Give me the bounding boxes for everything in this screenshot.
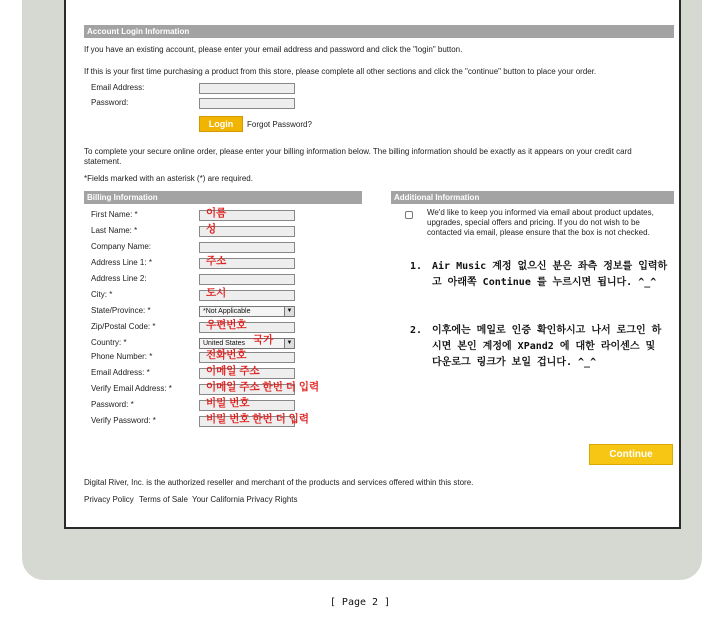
country-label: Country: * bbox=[91, 338, 127, 347]
state-label: State/Province: * bbox=[91, 306, 151, 315]
address1-label: Address Line 1: * bbox=[91, 258, 152, 267]
email-optin-checkbox[interactable] bbox=[405, 211, 413, 219]
city-annotation: 도시 bbox=[206, 287, 227, 299]
password-label: Password: * bbox=[91, 400, 134, 409]
phone-annotation: 전화번호 bbox=[206, 349, 247, 361]
company-name-label: Company Name: bbox=[91, 242, 152, 251]
email-label: Email Address: * bbox=[91, 368, 150, 377]
additional-header: Additional Information bbox=[391, 191, 674, 204]
first-name-annotation: 이름 bbox=[206, 207, 227, 219]
account-login-header: Account Login Information bbox=[84, 25, 674, 38]
california-privacy-link[interactable]: Your California Privacy Rights bbox=[192, 495, 298, 504]
verify-email-annotation: 이메일 주소 한번 더 입력 bbox=[206, 381, 320, 393]
country-annotation: 국가 bbox=[253, 334, 274, 346]
phone-label: Phone Number: * bbox=[91, 352, 153, 361]
zip-annotation: 우편번호 bbox=[206, 319, 247, 331]
continue-button[interactable]: Continue bbox=[589, 444, 673, 465]
billing-header: Billing Information bbox=[84, 191, 362, 204]
address2-input[interactable] bbox=[199, 274, 295, 285]
country-select[interactable] bbox=[199, 338, 295, 349]
country-select-value: United States bbox=[203, 340, 246, 347]
state-select-value: *Not Applicable bbox=[203, 308, 251, 315]
last-name-annotation: 성 bbox=[206, 223, 217, 235]
login-button[interactable]: Login bbox=[199, 116, 243, 132]
checkout-form-screenshot bbox=[64, 0, 681, 529]
terms-of-sale-link[interactable]: Terms of Sale bbox=[139, 495, 188, 504]
chevron-down-icon: ▼ bbox=[284, 307, 294, 316]
address2-label: Address Line 2: bbox=[91, 274, 147, 283]
login-password-input[interactable] bbox=[199, 98, 295, 109]
login-email-input[interactable] bbox=[199, 83, 295, 94]
reseller-text: Digital River, Inc. is the authorized reseller and merchant of the products and services offered within this store. bbox=[84, 478, 474, 487]
last-name-label: Last Name: * bbox=[91, 226, 138, 235]
account-intro-2: If this is your first time purchasing a product from this store, please complete all other sections and click the "continue" button to place your order. bbox=[84, 67, 597, 76]
note-1-text: Air Music 계정 없으신 분은 좌측 정보를 입력하고 아래쪽 Continue 를 누르시면 됩니다. ^_^ bbox=[432, 261, 668, 288]
password-annotation: 비밀 번호 bbox=[206, 397, 250, 409]
city-label: City: * bbox=[91, 290, 113, 299]
account-intro-1: If you have an existing account, please enter your email address and password and click the "login" button. bbox=[84, 45, 463, 54]
login-password-label: Password: bbox=[91, 98, 129, 107]
required-note: *Fields marked with an asterisk (*) are required. bbox=[84, 174, 253, 183]
first-name-label: First Name: * bbox=[91, 210, 138, 219]
login-email-label: Email Address: bbox=[91, 83, 145, 92]
email-optin-text: We'd like to keep you informed via email about product updates, upgrades, special offers and pricing. If you do not wish to be contacted via email, please ensure that the box is not checked. bbox=[427, 208, 654, 237]
state-select[interactable] bbox=[199, 306, 295, 317]
verify-password-label: Verify Password: * bbox=[91, 416, 156, 425]
zip-label: Zip/Postal Code: * bbox=[91, 322, 156, 331]
page-frame bbox=[22, 0, 702, 580]
forgot-password-link[interactable]: Forgot Password? bbox=[247, 120, 312, 129]
address1-annotation: 주소 bbox=[206, 255, 227, 267]
note-1-number: 1. bbox=[410, 261, 423, 272]
verify-password-annotation: 비밀 번호 한번 더 입력 bbox=[206, 413, 309, 425]
company-name-input[interactable] bbox=[199, 242, 295, 253]
note-2-number: 2. bbox=[410, 325, 423, 336]
chevron-down-icon: ▼ bbox=[284, 339, 294, 348]
billing-instructions: To complete your secure online order, please enter your billing information below. The billing information should be exactly as it appears on your credit card statement. bbox=[84, 147, 632, 166]
page-label: [ Page 2 ] bbox=[329, 597, 391, 608]
verify-email-label: Verify Email Address: * bbox=[91, 384, 172, 393]
privacy-policy-link[interactable]: Privacy Policy bbox=[84, 495, 134, 504]
email-annotation: 이메일 주소 bbox=[206, 365, 260, 377]
note-2-text: 이후에는 메일로 인증 확인하시고 나서 로그인 하시면 본인 계정에 XPand2 에 대한 라이센스 및 다운로그 링크가 보일 겁니다. ^_^ bbox=[432, 325, 662, 368]
